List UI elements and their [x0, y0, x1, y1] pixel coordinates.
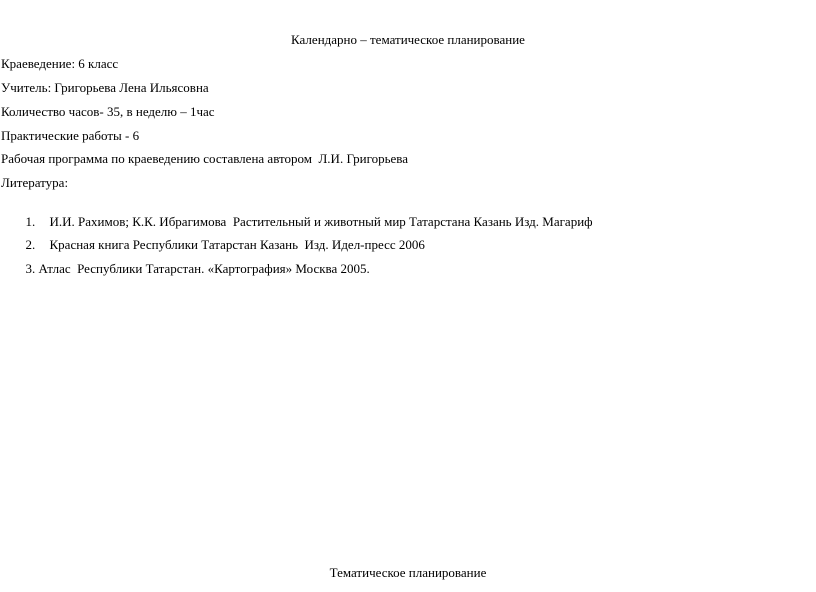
hours-field: Количество часов- 35, в неделю – 1час — [1, 104, 215, 119]
literature-item-number: 2. — [25, 237, 36, 252]
literature-item-text: 3. Атлас Республики Татарстан. «Картография» Москва 2005. — [25, 261, 370, 276]
literature-heading: Литература: — [1, 175, 69, 190]
literature-item-text: Красная книга Республики Татарстан Казань Изд. Идел-пресс 2006 — [49, 237, 425, 252]
program-author-field: Рабочая программа по краеведению составлена автором Л.И. Григорьева — [1, 151, 409, 166]
thematic-planning-title: Тематическое планирование — [329, 565, 487, 580]
literature-item-text: И.И. Рахимов; К.К. Ибрагимова Растительный и животный мир Татарстана Казань Изд. Магариф — [49, 214, 593, 229]
document-title: Календарно – тематическое планирование — [291, 32, 525, 47]
teacher-field: Учитель: Григорьева Лена Ильясовна — [1, 80, 209, 95]
subject-field: Краеведение: 6 класс — [1, 56, 119, 71]
practical-works-field: Практические работы - 6 — [1, 128, 140, 143]
literature-item — [19, 245, 370, 277]
literature-item-number: 1. — [25, 214, 36, 229]
